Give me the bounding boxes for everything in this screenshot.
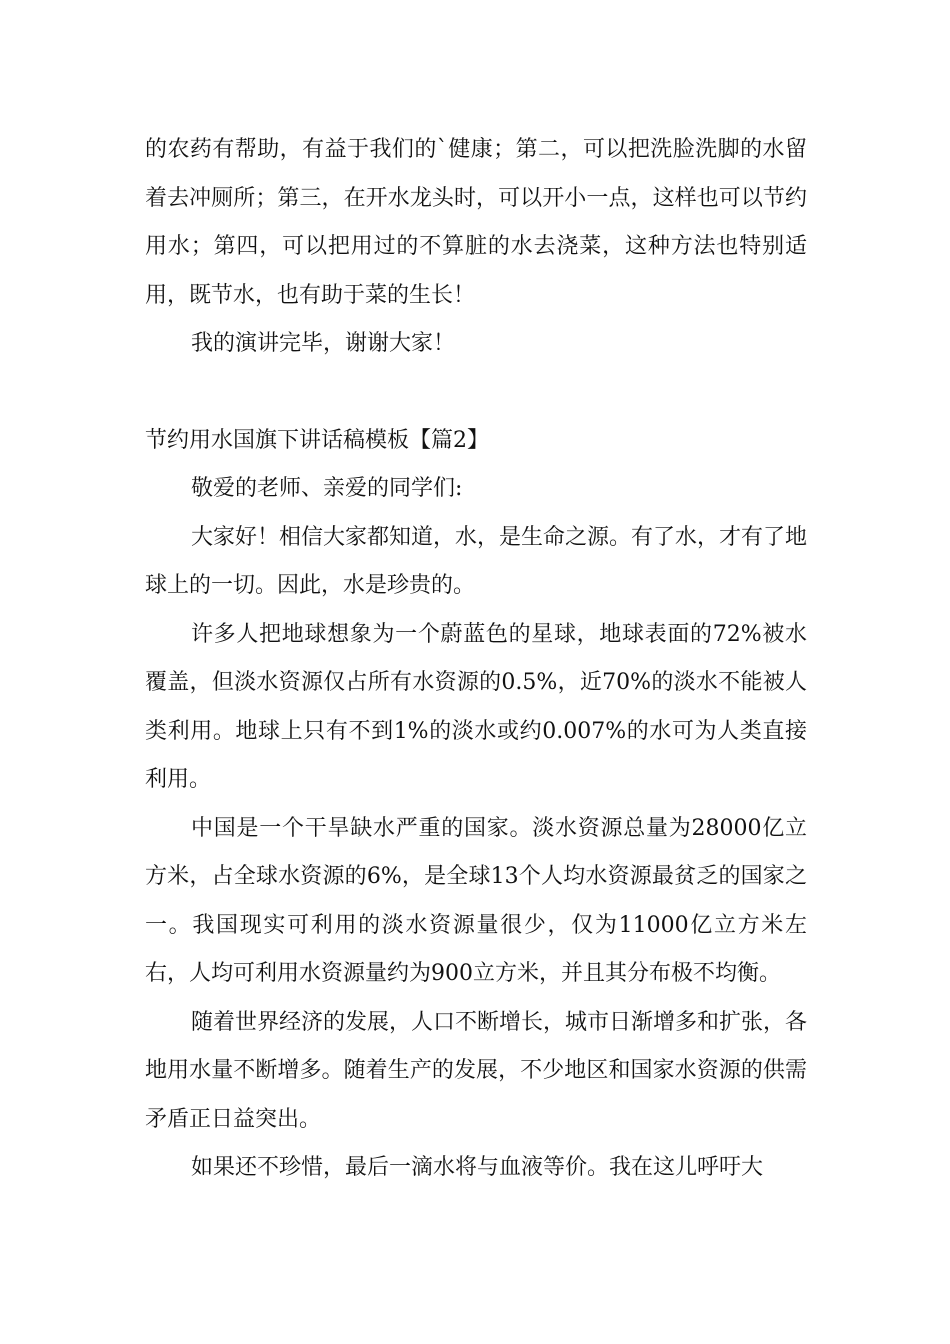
paragraph-greeting: 大家好！相信大家都知道，水，是生命之源。有了水，才有了地球上的一切。因此，水是珍贵的。 [145, 524, 808, 598]
section-spacer [145, 369, 807, 417]
paragraph-salutation: 敬爱的老师、亲爱的同学们: [191, 476, 463, 501]
section-heading: 节约用水国旗下讲话稿模板【篇2】 [145, 427, 489, 453]
paragraph-china-water: 中国是一个干旱缺水严重的国家。淡水资源总量为28000亿立方米，占全球水资源的6%，是全球13个人均水资源最贫乏的国家之一。我国现实可利用的淡水资源量很少，仅为11000亿立方米左右，人均可利用水资源量约为900立方米，并且其分布极不均衡。 [145, 815, 807, 986]
paragraph-earth-water: 许多人把地球想象为一个蔚蓝色的星球，地球表面的72%被水覆盖，但淡水资源仅占所有水资源的0.5%，近70%的淡水不能被人类利用。地球上只有不到1%的淡水或约0.007%的水可为人类直接利用。 [145, 621, 807, 792]
document-body [145, 126, 807, 1193]
paragraph-appeal: 如果还不珍惜，最后一滴水将与血液等价。我在这儿呼吁大 [191, 1155, 764, 1180]
paragraph-continued: 的农药有帮助，有益于我们的`健康；第二，可以把洗脸洗脚的水留着去冲厕所；第三，在开水龙头时，可以开小一点，这样也可以节约用水；第四，可以把用过的不算脏的水去浇菜，这种方法也特别适用，既节水，也有助于菜的生长！ [145, 137, 807, 308]
paragraph-closing: 我的演讲完毕，谢谢大家！ [191, 331, 456, 356]
paragraph-demand: 随着世界经济的发展，人口不断增长，城市日渐增多和扩张，各地用水量不断增多。随着生产的发展，不少地区和国家水资源的供需矛盾正日益突出。 [145, 1009, 808, 1132]
